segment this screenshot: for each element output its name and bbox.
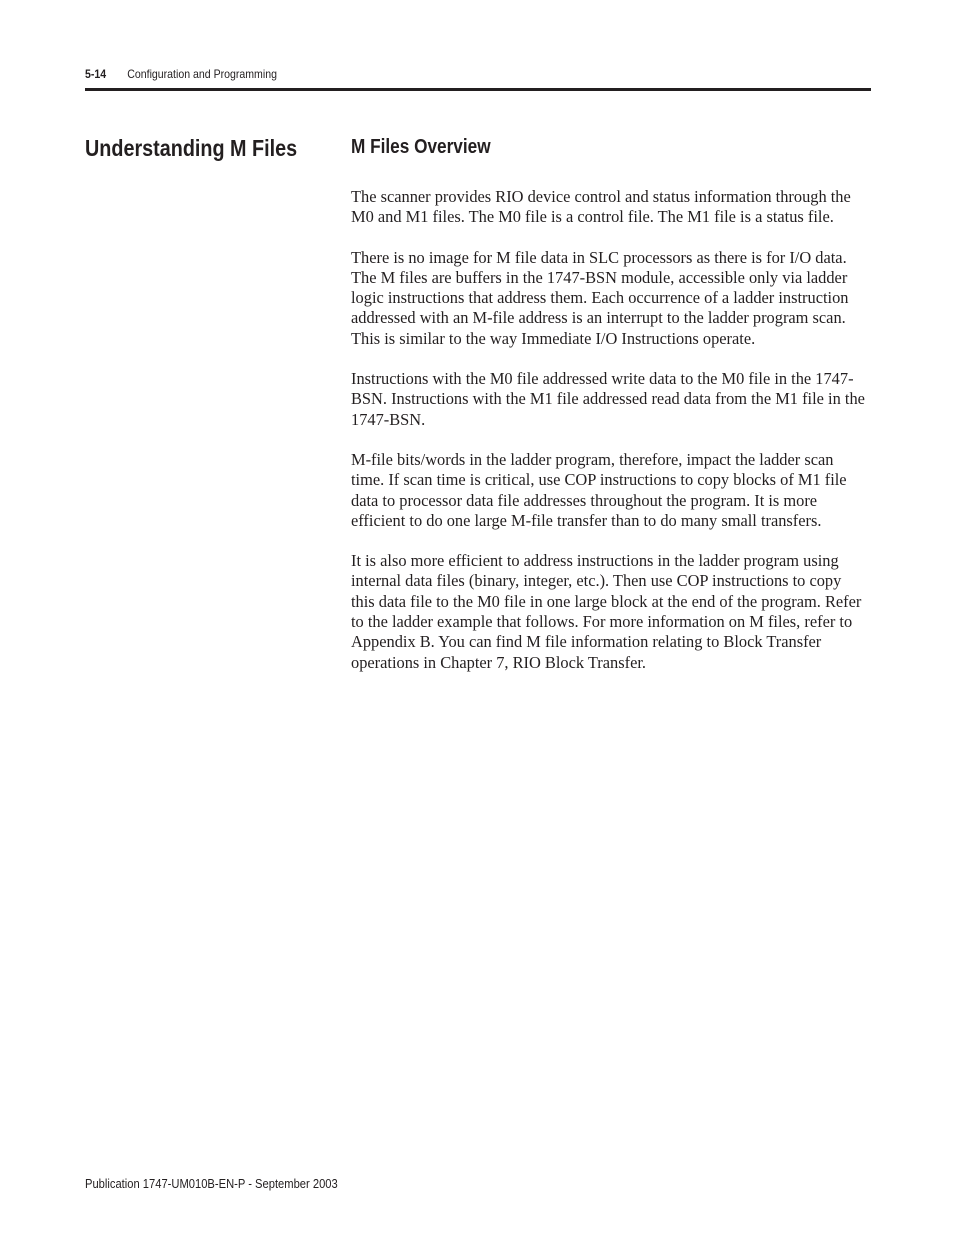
body-text: [351, 187, 867, 693]
paragraph: It is also more efficient to address instructions in the ladder program using internal data files (binary, integer, etc.). Then use COP instructions to copy this data file to the M0 file in one large block at the end of the program. Refer to the ladder example that follows. For more information on M files, refer to Appendix B. You can find M file information relating to Block Transfer operations in Chapter 7, RIO Block Transfer.: [351, 551, 862, 672]
header-rule: [85, 88, 871, 91]
chapter-title: Configuration and Programming: [127, 67, 277, 81]
paragraph: The scanner provides RIO device control and status information through the M0 and M1 files. The M0 file is a control file. The M1 file is a status file.: [351, 187, 851, 227]
running-header: [85, 66, 777, 82]
subsection-title: M Files Overview: [351, 136, 491, 158]
publication-footer: Publication 1747-UM010B-EN-P - September 2003: [85, 1176, 338, 1191]
page-number: 5-14: [85, 67, 107, 81]
paragraph: Instructions with the M0 file addressed write data to the M0 file in the 1747-BSN. Instructions with the M1 file addressed read data from the M1 file in the 1747-BSN.: [351, 369, 865, 429]
paragraph: M-file bits/words in the ladder program, therefore, impact the ladder scan time. If scan time is critical, use COP instructions to copy blocks of M1 file data to processor data file addresses throughout the program. It is more efficient to do one large M-file transfer than to do many small transfers.: [351, 449, 847, 530]
paragraph: There is no image for M file data in SLC processors as there is for I/O data. The M files are buffers in the 1747-BSN module, accessible only via ladder logic instructions that address them. Each occurrence of a ladder instruction addressed with an M-file address is an interrupt to the ladder program scan. This is similar to the way Immediate I/O Instructions operate.: [351, 247, 849, 348]
section-title: Understanding M Files: [85, 135, 298, 161]
